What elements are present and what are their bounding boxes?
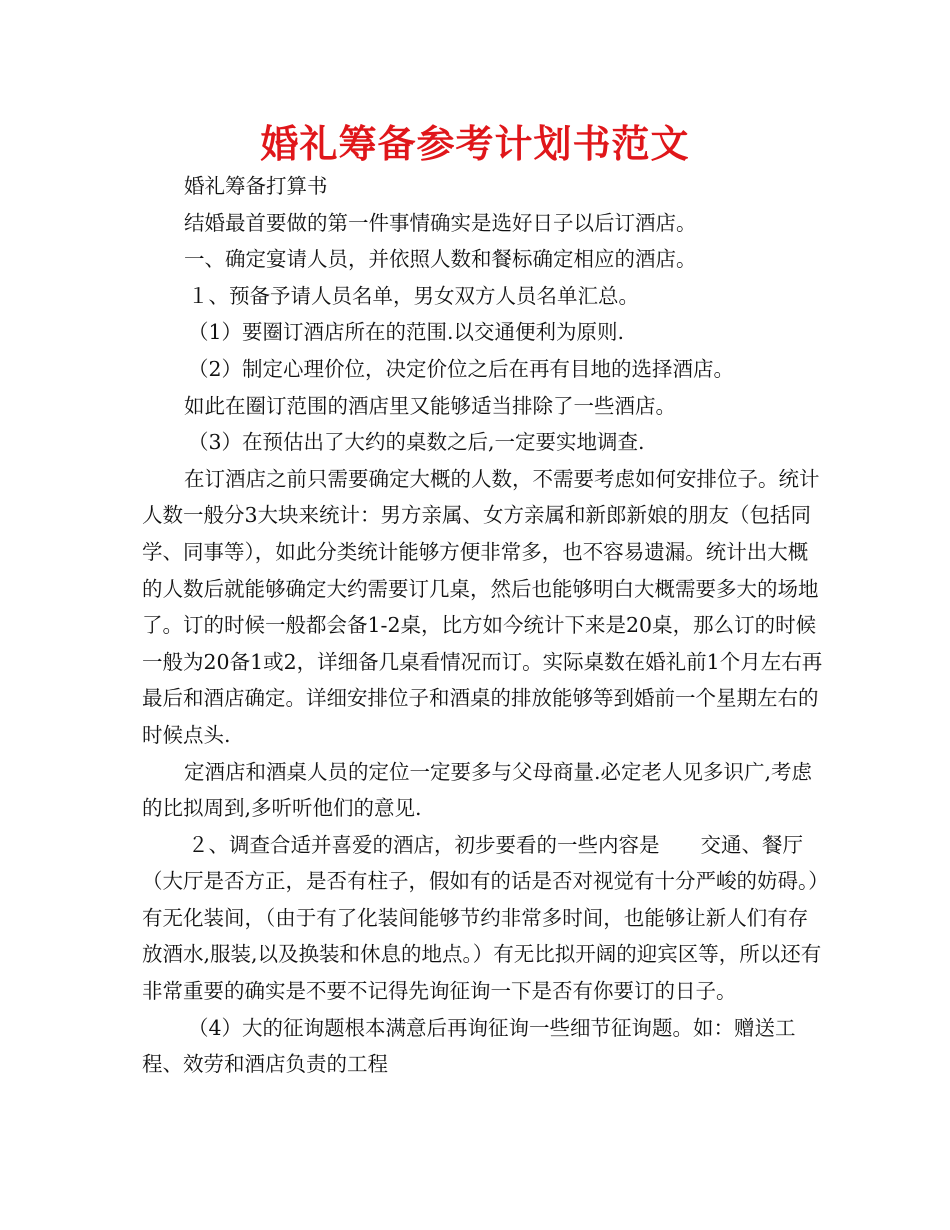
document-body xyxy=(142,168,828,1083)
paragraph-sub-item: （1）要圈订酒店所在的范围.以交通便利为原则. xyxy=(188,320,625,345)
paragraph: 结婚最首要做的第一件事情确实是选好日子以后订酒店。 xyxy=(184,210,697,235)
paragraph-sub-item: （3）在预估出了大约的桌数之后,一定要实地调查. xyxy=(188,430,645,455)
paragraph: 在订酒店之前只需要确定大概的人数，不需要考虑如何安排位子。统计人数一般分3大块来统计：男方亲属、女方亲属和新郎新娘的朋友（包括同学、同事等），如此分类统计能够方便非常多，也不容易遗漏。统计出大概的人数后就能够确定大约需要订几桌，然后也能够明白大概需要多大的场地了。订的时候一般都会备1-2桌，比方如今统计下来是20桌，那么订的时候一般为20备1或2，详细备几桌看情况而订。实际桌数在婚礼前1个月左右再最后和酒店确定。详细安排位子和酒桌的排放能够等到婚前一个星期左右的时候点头. xyxy=(142,466,823,747)
paragraph-subtitle: 婚礼筹备打算书 xyxy=(184,174,328,198)
paragraph-section-heading: 一、确定宴请人员，并依照人数和餐标确定相应的酒店。 xyxy=(184,247,697,272)
paragraph-sub-item: （2）制定心理价位，决定价位之后在再有目地的选择酒店。 xyxy=(188,356,735,381)
document-title: 婚礼筹备参考计划书范文 xyxy=(260,122,690,166)
paragraph-numbered-item: ２、调查合适并喜爱的酒店，初步要看的一些内容是 交通、餐厅（大厅是否方正，是否有柱子，假如有的话是否对视觉有十分严峻的妨碍。）有无化装间，（由于有了化装间能够节约非常多时间，也能够让新人们有存放酒水,服装,以及换装和休息的地点。）有无比拟开阔的迎宾区等，所以还有非常重要的确实是不要不记得先询征询一下是否有你要订的日子。 xyxy=(142,832,822,1004)
paragraph: 定酒店和酒桌人员的定位一定要多与父母商量.必定老人见多识广,考虑的比拟周到,多听听他们的意见. xyxy=(142,759,813,821)
paragraph-numbered-item: １、预备予请人员名单，男女双方人员名单汇总。 xyxy=(188,283,639,308)
paragraph: 如此在圈订范围的酒店里又能够适当排除了一些酒店。 xyxy=(184,393,676,418)
paragraph-sub-item: （4）大的征询题根本满意后再询征询一些细节征询题。如：赠送工程、效劳和酒店负责的工程 xyxy=(142,1015,796,1077)
